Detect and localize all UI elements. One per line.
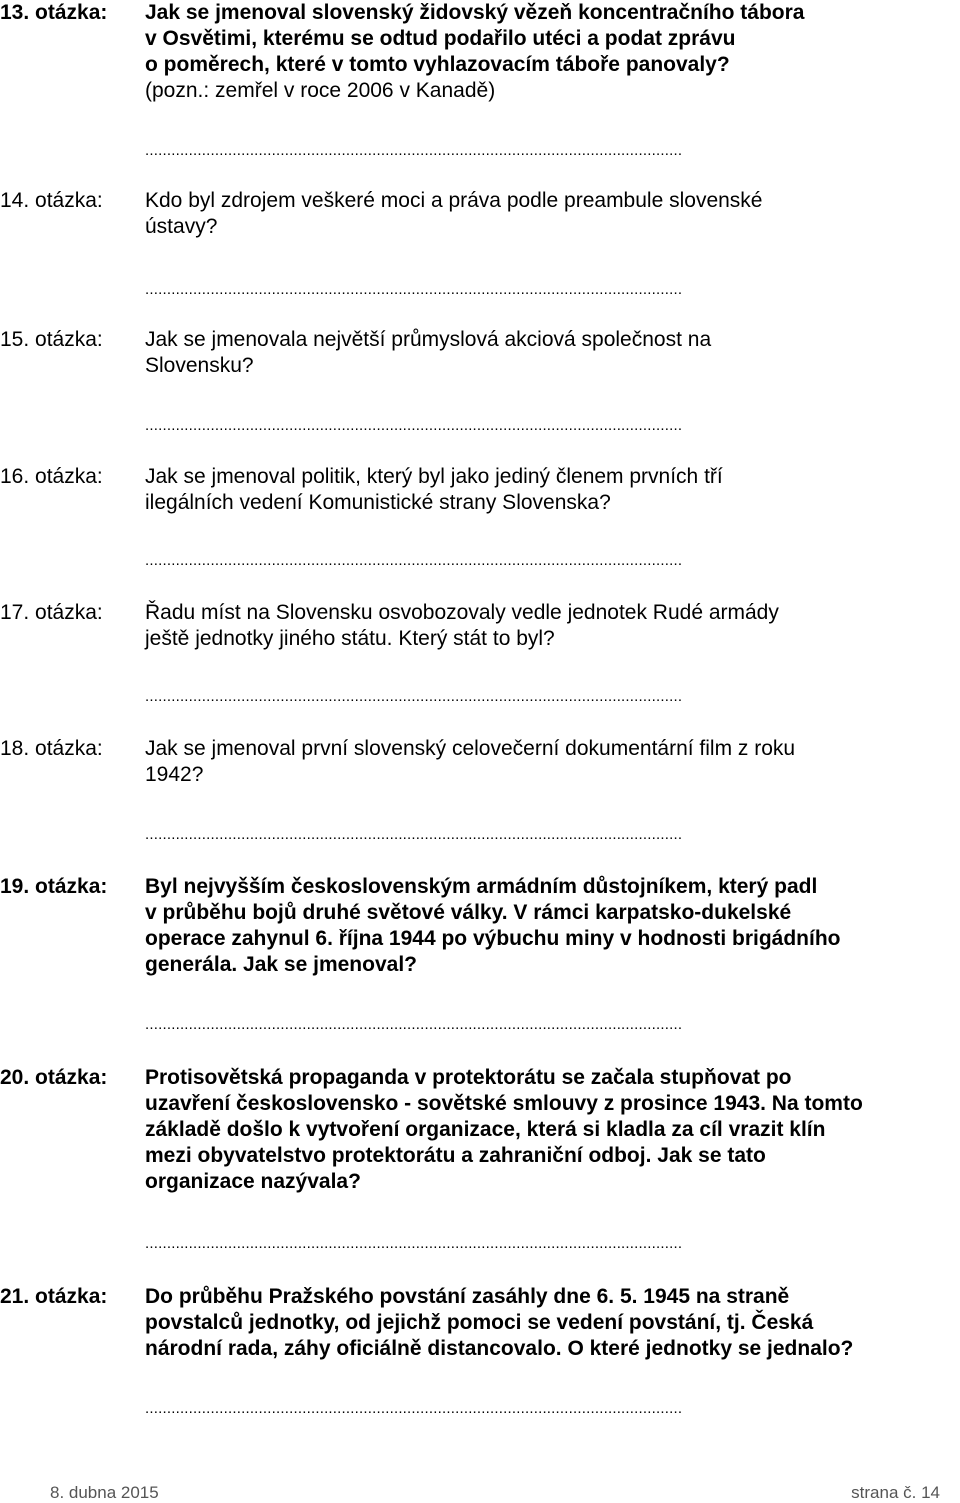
question-line: ještě jednotky jiného státu. Který stát to byl?	[145, 627, 555, 650]
question-line: 1942?	[145, 763, 204, 786]
question-line: ústavy?	[145, 215, 218, 238]
answer-line[interactable]: ...........................................................................................................................	[145, 688, 683, 705]
question-text	[145, 874, 958, 978]
answer-line[interactable]: ...........................................................................................................................	[145, 1016, 683, 1033]
question-line: operace zahynul 6. října 1944 po výbuchu miny v hodnosti brigádního	[145, 927, 841, 950]
footer-page-number: strana č. 14	[851, 1483, 940, 1502]
question-number: 17. otázka:	[0, 601, 103, 624]
question-number: 21. otázka:	[0, 1285, 108, 1308]
answer-line[interactable]: ...........................................................................................................................	[145, 281, 683, 298]
question-number: 19. otázka:	[0, 875, 108, 898]
question-text	[145, 1065, 958, 1195]
question-line: Do průběhu Pražského povstání zasáhly dne 6. 5. 1945 na straně	[145, 1285, 790, 1308]
question-line: Jak se jmenoval slovenský židovský vězeň koncentračního tábora	[145, 1, 805, 24]
answer-line[interactable]: ...........................................................................................................................	[145, 1400, 683, 1417]
question-line: o poměrech, které v tomto vyhlazovacím táboře panovaly?	[145, 53, 730, 76]
question-number: 18. otázka:	[0, 737, 103, 760]
question-line: uzavření československo - sovětské smlouvy z prosince 1943. Na tomto	[145, 1092, 863, 1115]
question-line: Jak se jmenoval první slovenský celovečerní dokumentární film z roku	[145, 737, 796, 760]
question-line: generála. Jak se jmenoval?	[145, 953, 417, 976]
question-line: v průběhu bojů druhé světové války. V rámci karpatsko-dukelské	[145, 901, 792, 924]
question-line: v Osvětimi, kterému se odtud podařilo utéci a podat zprávu	[145, 27, 736, 50]
question-number: 20. otázka:	[0, 1066, 108, 1089]
question-number: 16. otázka:	[0, 465, 103, 488]
question-text	[145, 327, 958, 379]
question-text	[145, 736, 958, 788]
question-text	[145, 188, 958, 240]
question-line: povstalců jednotky, od jejichž pomoci se vedení povstání, tj. Česká	[145, 1311, 814, 1334]
question-line: Jak se jmenovala největší průmyslová akciová společnost na	[145, 328, 712, 351]
question-note: (pozn.: zemřel v roce 2006 v Kanadě)	[145, 79, 496, 102]
question-line: základě došlo k vytvoření organizace, která si kladla za cíl vrazit klín	[145, 1118, 826, 1141]
question-number: 14. otázka:	[0, 189, 103, 212]
question-line: ilegálních vedení Komunistické strany Slovenska?	[145, 491, 611, 514]
question-text	[145, 464, 958, 516]
answer-line[interactable]: ...........................................................................................................................	[145, 417, 683, 434]
question-line: Protisovětská propaganda v protektorátu se začala stupňovat po	[145, 1066, 792, 1089]
footer-date: 8. dubna 2015	[50, 1483, 159, 1502]
answer-line[interactable]: ...........................................................................................................................	[145, 142, 683, 159]
question-text	[145, 600, 958, 652]
answer-line[interactable]: ...........................................................................................................................	[145, 826, 683, 843]
question-text	[145, 1284, 958, 1362]
question-line: Kdo byl zdrojem veškeré moci a práva podle preambule slovenské	[145, 189, 763, 212]
question-line: Jak se jmenoval politik, který byl jako jediný členem prvních tří	[145, 465, 723, 488]
question-line: národní rada, záhy oficiálně distancovalo. O které jednotky se jednalo?	[145, 1337, 854, 1360]
question-line: Slovensku?	[145, 354, 254, 377]
question-number: 13. otázka:	[0, 1, 108, 24]
question-line: mezi obyvatelstvo protektorátu a zahraniční odboj. Jak se tato	[145, 1144, 766, 1167]
question-line: organizace nazývala?	[145, 1170, 361, 1193]
question-line: Byl nejvyšším československým armádním důstojníkem, který padl	[145, 875, 818, 898]
answer-line[interactable]: ...........................................................................................................................	[145, 552, 683, 569]
question-text	[145, 0, 958, 104]
question-number: 15. otázka:	[0, 328, 103, 351]
answer-line[interactable]: ...........................................................................................................................	[145, 1235, 683, 1252]
question-line: Řadu míst na Slovensku osvobozovaly vedle jednotek Rudé armády	[145, 601, 779, 624]
